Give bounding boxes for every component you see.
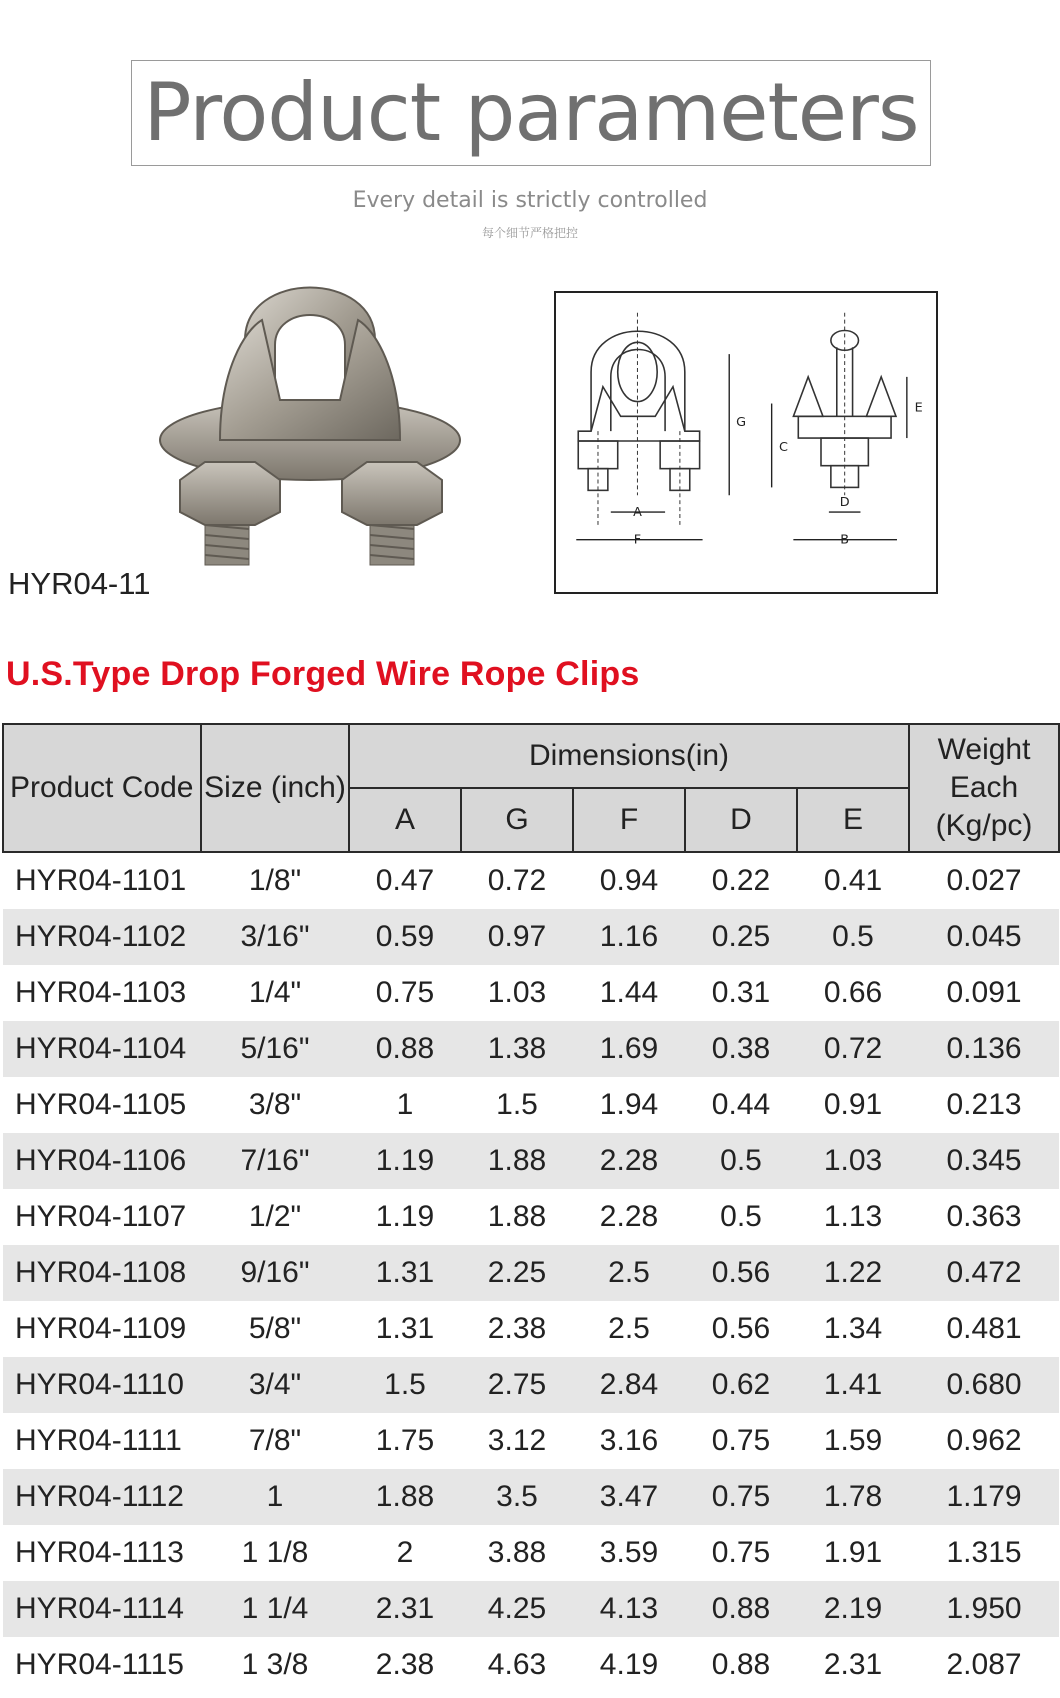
cell-weight: 0.962 [909, 1413, 1059, 1469]
cell-weight: 0.363 [909, 1189, 1059, 1245]
cell-weight: 0.680 [909, 1357, 1059, 1413]
cell-product-code: HYR04-1108 [3, 1245, 201, 1301]
cell-product-code: HYR04-1106 [3, 1133, 201, 1189]
table-row [3, 1021, 1059, 1077]
cell-dim-g: 1.88 [461, 1189, 573, 1245]
cell-size: 5/8" [201, 1301, 349, 1357]
table-row [3, 1189, 1059, 1245]
table-row [3, 1357, 1059, 1413]
cell-dim-a: 1.19 [349, 1189, 461, 1245]
header-size: Size (inch) [201, 724, 349, 852]
cell-size: 7/8" [201, 1413, 349, 1469]
cell-dim-f: 1.16 [573, 909, 685, 965]
cell-dim-d: 0.5 [685, 1189, 797, 1245]
cell-size: 3/8" [201, 1077, 349, 1133]
table-row [3, 1469, 1059, 1525]
cell-dim-e: 2.19 [797, 1581, 909, 1637]
table-row [3, 1133, 1059, 1189]
product-photo [150, 250, 470, 600]
cell-dim-f: 1.44 [573, 965, 685, 1021]
cell-weight: 1.950 [909, 1581, 1059, 1637]
cell-size: 1/4" [201, 965, 349, 1021]
cell-dim-e: 0.41 [797, 852, 909, 909]
cell-dim-g: 1.03 [461, 965, 573, 1021]
header-dim-e: E [797, 788, 909, 852]
cell-dim-a: 1.5 [349, 1357, 461, 1413]
cell-dim-f: 2.5 [573, 1245, 685, 1301]
cell-dim-a: 1 [349, 1077, 461, 1133]
cell-dim-g: 2.38 [461, 1301, 573, 1357]
model-label: HYR04-11 [8, 566, 151, 601]
cell-size: 1 1/4 [201, 1581, 349, 1637]
label-c: C [779, 439, 788, 455]
cell-dim-e: 2.31 [797, 1637, 909, 1693]
cell-dim-f: 0.94 [573, 852, 685, 909]
table-row [3, 1077, 1059, 1133]
cell-dim-e: 1.13 [797, 1189, 909, 1245]
cell-dim-d: 0.5 [685, 1133, 797, 1189]
cell-dim-e: 1.22 [797, 1245, 909, 1301]
cell-product-code: HYR04-1103 [3, 965, 201, 1021]
cell-product-code: HYR04-1113 [3, 1525, 201, 1581]
cell-dim-a: 2.31 [349, 1581, 461, 1637]
cell-product-code: HYR04-1112 [3, 1469, 201, 1525]
cell-dim-d: 0.75 [685, 1469, 797, 1525]
cell-dim-e: 1.34 [797, 1301, 909, 1357]
cell-size: 3/16" [201, 909, 349, 965]
cell-product-code: HYR04-1105 [3, 1077, 201, 1133]
cell-dim-g: 0.72 [461, 852, 573, 909]
label-a: A [633, 505, 642, 521]
cell-dim-e: 0.72 [797, 1021, 909, 1077]
cell-size: 5/16" [201, 1021, 349, 1077]
label-g: G [736, 415, 747, 431]
cell-dim-e: 1.59 [797, 1413, 909, 1469]
cell-product-code: HYR04-1109 [3, 1301, 201, 1357]
header-weight: Weight Each (Kg/pc) [909, 724, 1059, 852]
table-row [3, 1637, 1059, 1693]
cell-dim-e: 0.5 [797, 909, 909, 965]
cell-dim-e: 0.91 [797, 1077, 909, 1133]
cell-product-code: HYR04-1107 [3, 1189, 201, 1245]
table-row [3, 1301, 1059, 1357]
cell-weight: 0.472 [909, 1245, 1059, 1301]
cell-dim-a: 1.19 [349, 1133, 461, 1189]
cell-dim-a: 2.38 [349, 1637, 461, 1693]
cell-weight: 0.027 [909, 852, 1059, 909]
cell-dim-a: 0.75 [349, 965, 461, 1021]
header-product-code: Product Code [3, 724, 201, 852]
header-dimensions: Dimensions(in) [349, 724, 909, 788]
cell-size: 9/16" [201, 1245, 349, 1301]
cell-dim-g: 1.88 [461, 1133, 573, 1189]
cell-dim-d: 0.44 [685, 1077, 797, 1133]
cell-product-code: HYR04-1102 [3, 909, 201, 965]
cell-dim-d: 0.56 [685, 1245, 797, 1301]
cell-product-code: HYR04-1104 [3, 1021, 201, 1077]
cell-dim-d: 0.31 [685, 965, 797, 1021]
cell-dim-e: 1.91 [797, 1525, 909, 1581]
cell-dim-a: 1.88 [349, 1469, 461, 1525]
cell-dim-d: 0.88 [685, 1581, 797, 1637]
cell-dim-g: 4.25 [461, 1581, 573, 1637]
cell-dim-a: 0.88 [349, 1021, 461, 1077]
table-row [3, 965, 1059, 1021]
cell-dim-d: 0.88 [685, 1637, 797, 1693]
cell-dim-f: 2.28 [573, 1189, 685, 1245]
cell-dim-f: 2.84 [573, 1357, 685, 1413]
cell-weight: 0.136 [909, 1021, 1059, 1077]
page-subtitle: Every detail is strictly controlled [352, 188, 708, 213]
table-row [3, 1413, 1059, 1469]
page-subtitle-cn: 每个细节严格把控 [481, 226, 578, 240]
page-title: Product parameters [143, 66, 919, 159]
cell-dim-f: 1.94 [573, 1077, 685, 1133]
cell-dim-e: 1.78 [797, 1469, 909, 1525]
cell-size: 1 3/8 [201, 1637, 349, 1693]
cell-dim-f: 3.47 [573, 1469, 685, 1525]
cell-dim-e: 0.66 [797, 965, 909, 1021]
cell-dim-g: 2.75 [461, 1357, 573, 1413]
cell-dim-g: 1.5 [461, 1077, 573, 1133]
spec-table-body [3, 852, 1059, 1693]
cell-product-code: HYR04-1115 [3, 1637, 201, 1693]
cell-weight: 2.087 [909, 1637, 1059, 1693]
cell-dim-f: 3.16 [573, 1413, 685, 1469]
cell-dim-d: 0.62 [685, 1357, 797, 1413]
cell-dim-f: 1.69 [573, 1021, 685, 1077]
cell-weight: 0.481 [909, 1301, 1059, 1357]
cell-dim-a: 1.75 [349, 1413, 461, 1469]
cell-weight: 1.315 [909, 1525, 1059, 1581]
cell-dim-a: 1.31 [349, 1245, 461, 1301]
title-box [131, 60, 931, 166]
cell-dim-g: 3.88 [461, 1525, 573, 1581]
cell-dim-g: 4.63 [461, 1637, 573, 1693]
cell-dim-d: 0.38 [685, 1021, 797, 1077]
cell-dim-d: 0.25 [685, 909, 797, 965]
table-row [3, 1525, 1059, 1581]
cell-dim-a: 1.31 [349, 1301, 461, 1357]
table-row [3, 1245, 1059, 1301]
label-d: D [839, 495, 850, 511]
cell-weight: 0.345 [909, 1133, 1059, 1189]
cell-weight: 1.179 [909, 1469, 1059, 1525]
cell-dim-d: 0.56 [685, 1301, 797, 1357]
header-dim-g: G [461, 788, 573, 852]
cell-dim-e: 1.03 [797, 1133, 909, 1189]
cell-dim-f: 3.59 [573, 1525, 685, 1581]
cell-dim-g: 0.97 [461, 909, 573, 965]
cell-product-code: HYR04-1114 [3, 1581, 201, 1637]
cell-product-code: HYR04-1110 [3, 1357, 201, 1413]
cell-size: 1/8" [201, 852, 349, 909]
cell-product-code: HYR04-1111 [3, 1413, 201, 1469]
label-f: F [633, 532, 642, 548]
table-row [3, 1581, 1059, 1637]
header-dim-a: A [349, 788, 461, 852]
cell-size: 7/16" [201, 1133, 349, 1189]
header-dim-f: F [573, 788, 685, 852]
cell-dim-g: 3.5 [461, 1469, 573, 1525]
cell-dim-g: 3.12 [461, 1413, 573, 1469]
dimension-drawing [554, 291, 938, 594]
cell-dim-d: 0.22 [685, 852, 797, 909]
label-e: E [914, 400, 923, 416]
spec-table [2, 723, 1060, 1693]
cell-dim-a: 2 [349, 1525, 461, 1581]
table-row [3, 909, 1059, 965]
section-title: U.S.Type Drop Forged Wire Rope Clips [6, 655, 640, 693]
cell-size: 3/4" [201, 1357, 349, 1413]
cell-dim-e: 1.41 [797, 1357, 909, 1413]
cell-dim-f: 4.13 [573, 1581, 685, 1637]
cell-size: 1 1/8 [201, 1525, 349, 1581]
cell-dim-d: 0.75 [685, 1525, 797, 1581]
label-b: B [840, 532, 850, 548]
cell-weight: 0.045 [909, 909, 1059, 965]
table-row [3, 852, 1059, 909]
header-dim-d: D [685, 788, 797, 852]
cell-dim-f: 4.19 [573, 1637, 685, 1693]
cell-product-code: HYR04-1101 [3, 852, 201, 909]
cell-dim-g: 2.25 [461, 1245, 573, 1301]
cell-dim-f: 2.5 [573, 1301, 685, 1357]
cell-dim-a: 0.59 [349, 909, 461, 965]
cell-dim-g: 1.38 [461, 1021, 573, 1077]
cell-weight: 0.213 [909, 1077, 1059, 1133]
cell-dim-a: 0.47 [349, 852, 461, 909]
cell-dim-f: 2.28 [573, 1133, 685, 1189]
cell-dim-d: 0.75 [685, 1413, 797, 1469]
cell-size: 1/2" [201, 1189, 349, 1245]
cell-size: 1 [201, 1469, 349, 1525]
cell-weight: 0.091 [909, 965, 1059, 1021]
